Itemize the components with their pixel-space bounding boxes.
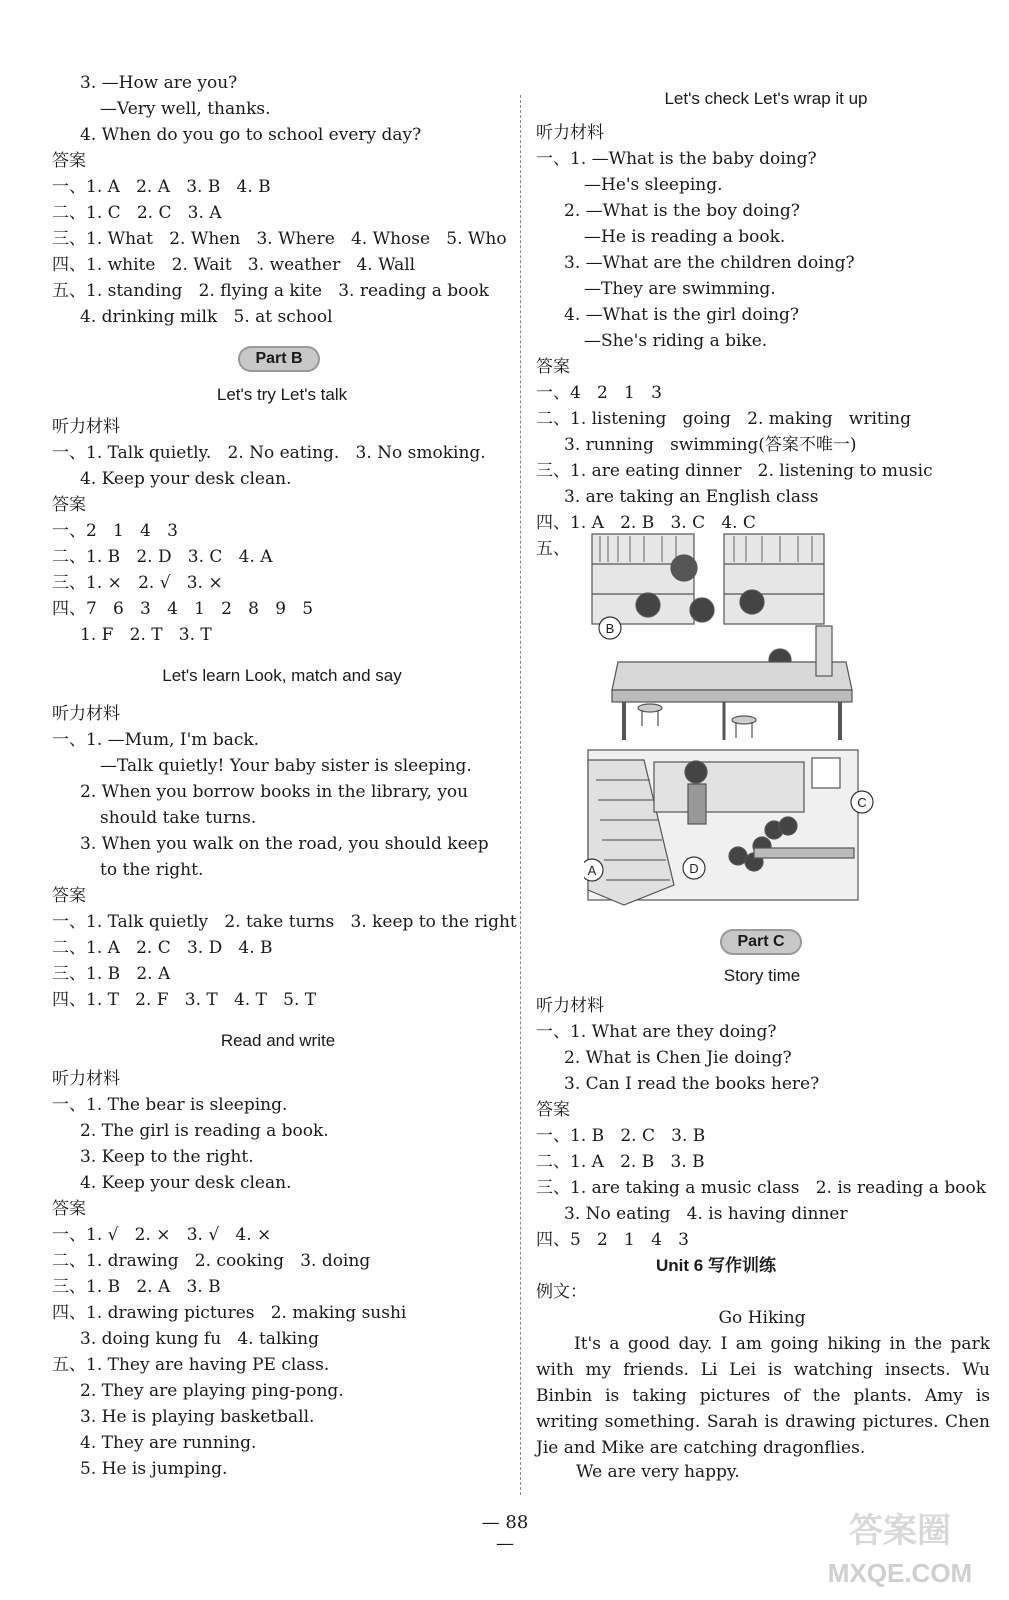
- listening-label: 听力材料: [52, 417, 120, 437]
- answer-line: 四、1. T 2. F 3. T 4. T 5. T: [52, 990, 317, 1010]
- answer-line: 二、1. listening going 2. making writing: [536, 409, 912, 429]
- bookshelf: [724, 534, 824, 624]
- section-heading: Story time: [723, 966, 801, 985]
- section-heading: Let's try Let's talk: [216, 385, 348, 404]
- library-illustration: [584, 530, 874, 915]
- text-line: 4. —What is the girl doing?: [564, 305, 800, 325]
- answer-line: 四、1. drawing pictures 2. making sushi: [52, 1303, 407, 1323]
- answer-line: 五、1. They are having PE class.: [52, 1355, 330, 1375]
- answers-label: 答案: [52, 886, 86, 906]
- text-line: —She's riding a bike.: [584, 331, 768, 351]
- text-line: 一、1. Talk quietly. 2. No eating. 3. No smoking.: [52, 443, 486, 463]
- listening-label: 听力材料: [52, 704, 120, 724]
- section-heading: Let's learn Look, match and say: [162, 666, 402, 685]
- text-line: 3. Keep to the right.: [80, 1147, 254, 1167]
- listening-label: 听力材料: [536, 996, 604, 1016]
- essay-title: Go Hiking: [718, 1308, 806, 1328]
- text-line: —Talk quietly! Your baby sister is sleeping.: [100, 756, 472, 776]
- answer-line: 2. They are playing ping-pong.: [80, 1381, 344, 1401]
- part-b-badge: Part B: [238, 346, 320, 372]
- listening-label: 听力材料: [536, 123, 604, 143]
- answer-line: 3. No eating 4. is having dinner: [564, 1204, 848, 1224]
- child-figure: [636, 593, 660, 617]
- librarian-figure: [685, 761, 707, 783]
- answer-line: 四、1. white 2. Wait 3. weather 4. Wall: [52, 255, 416, 275]
- text-line: —They are swimming.: [584, 279, 776, 299]
- answer-line: 二、1. C 2. C 3. A: [52, 203, 222, 223]
- text-line: 4. Keep your desk clean.: [80, 469, 292, 489]
- answer-line: 3. doing kung fu 4. talking: [80, 1329, 319, 1349]
- text-line: 2. —What is the boy doing?: [564, 201, 800, 221]
- answer-line: 1. F 2. T 3. T: [80, 625, 212, 645]
- section-heading: Read and write: [220, 1031, 336, 1050]
- essay-body: It's a good day. I am going hiking in the park with my friends. Li Lei is watching insects. Wu Binbin is taking pictures of the plants. Amy is writing something. Sarah is drawing pictures. Chen Jie and Mike are catching dragonflies.: [536, 1334, 990, 1458]
- figure-label: D: [689, 861, 699, 876]
- example-label: 例文：: [536, 1282, 587, 1302]
- text-line: 一、1. —Mum, I'm back.: [52, 730, 260, 750]
- answer-line: 4. They are running.: [80, 1433, 257, 1453]
- text-line: 2. When you borrow books in the library, you: [80, 782, 469, 802]
- answer-line: 二、1. A 2. C 3. D 4. B: [52, 938, 273, 958]
- text-line: should take turns.: [100, 808, 257, 828]
- answer-line: 二、1. drawing 2. cooking 3. doing: [52, 1251, 371, 1271]
- answer-line: 二、1. A 2. B 3. B: [536, 1152, 705, 1172]
- answer-line: 3. He is playing basketball.: [80, 1407, 315, 1427]
- answers-label: 答案: [536, 1100, 570, 1120]
- answer-line: 四、7 6 3 4 1 2 8 9 5: [52, 599, 314, 619]
- text-line: —Very well, thanks.: [100, 99, 271, 119]
- text-line: 一、1. The bear is sleeping.: [52, 1095, 288, 1115]
- text-line: 4. Keep your desk clean.: [80, 1173, 292, 1193]
- essay-closing: We are very happy.: [576, 1462, 740, 1482]
- answer-line: 3. are taking an English class: [564, 487, 819, 507]
- watermark-text: 答案圈: [849, 1512, 951, 1550]
- answer-line: 一、4 2 1 3: [536, 383, 662, 403]
- text-line: 4. When do you go to school every day?: [80, 125, 422, 145]
- column-divider: [520, 95, 521, 1495]
- text-line: 一、1. What are they doing?: [536, 1022, 777, 1042]
- child-figure: [690, 598, 714, 622]
- section-heading: Let's check Let's wrap it up: [664, 89, 868, 108]
- answer-line: 3. running swimming(答案不唯一): [564, 435, 857, 455]
- answer-line: 4. drinking milk 5. at school: [80, 307, 333, 327]
- answer-line: 一、1. √ 2. × 3. √ 4. ×: [52, 1225, 272, 1245]
- answers-label: 答案: [52, 495, 86, 515]
- answer-line: 五、: [536, 539, 570, 559]
- text-line: 3. —What are the children doing?: [564, 253, 855, 273]
- text-line: 一、1. —What is the baby doing?: [536, 149, 817, 169]
- figure-label: A: [587, 863, 597, 878]
- answer-line: 三、1. × 2. √ 3. ×: [52, 573, 223, 593]
- text-line: 2. What is Chen Jie doing?: [564, 1048, 792, 1068]
- child-figure: [740, 590, 764, 614]
- answer-line: 三、1. are taking a music class 2. is reading a book: [536, 1178, 986, 1198]
- text-line: 3. When you walk on the road, you should keep: [80, 834, 489, 854]
- answer-line: 三、1. B 2. A: [52, 964, 171, 984]
- answer-line: 三、1. What 2. When 3. Where 4. Whose 5. Who: [52, 229, 507, 249]
- answers-label: 答案: [536, 357, 570, 377]
- figure-label: B: [605, 621, 615, 636]
- text-line: —He is reading a book.: [584, 227, 786, 247]
- answer-line: 一、1. Talk quietly 2. take turns 3. keep to the right: [52, 912, 517, 932]
- answer-line: 三、1. B 2. A 3. B: [52, 1277, 221, 1297]
- child-figure: [671, 555, 697, 581]
- part-c-badge: Part C: [720, 929, 802, 955]
- answers-label: 答案: [52, 151, 86, 171]
- answer-line: 五、1. standing 2. flying a kite 3. reading a book: [52, 281, 489, 301]
- watermark: [815, 1500, 985, 1590]
- unit-heading: Unit 6 写作训练: [656, 1256, 776, 1275]
- answer-line: 三、1. are eating dinner 2. listening to music: [536, 461, 933, 481]
- answer-line: 一、2 1 4 3: [52, 521, 178, 541]
- text-line: —He's sleeping.: [584, 175, 723, 195]
- text-line: 3. —How are you?: [80, 73, 238, 93]
- listening-label: 听力材料: [52, 1069, 120, 1089]
- page-number: — 88 —: [481, 1512, 529, 1554]
- answers-label: 答案: [52, 1199, 86, 1219]
- answer-line: 5. He is jumping.: [80, 1459, 228, 1479]
- text-line: 3. Can I read the books here?: [564, 1074, 820, 1094]
- answer-line: 四、5 2 1 4 3: [536, 1230, 689, 1250]
- watermark-url: MXQE.COM: [827, 1558, 973, 1588]
- answer-line: 一、1. B 2. C 3. B: [536, 1126, 706, 1146]
- figure-label: C: [857, 795, 867, 810]
- text-line: 2. The girl is reading a book.: [80, 1121, 329, 1141]
- answer-line: 二、1. B 2. D 3. C 4. A: [52, 547, 273, 567]
- answer-line: 四、1. A 2. B 3. C 4. C: [536, 513, 756, 533]
- answer-line: 一、1. A 2. A 3. B 4. B: [52, 177, 271, 197]
- text-line: to the right.: [100, 860, 204, 880]
